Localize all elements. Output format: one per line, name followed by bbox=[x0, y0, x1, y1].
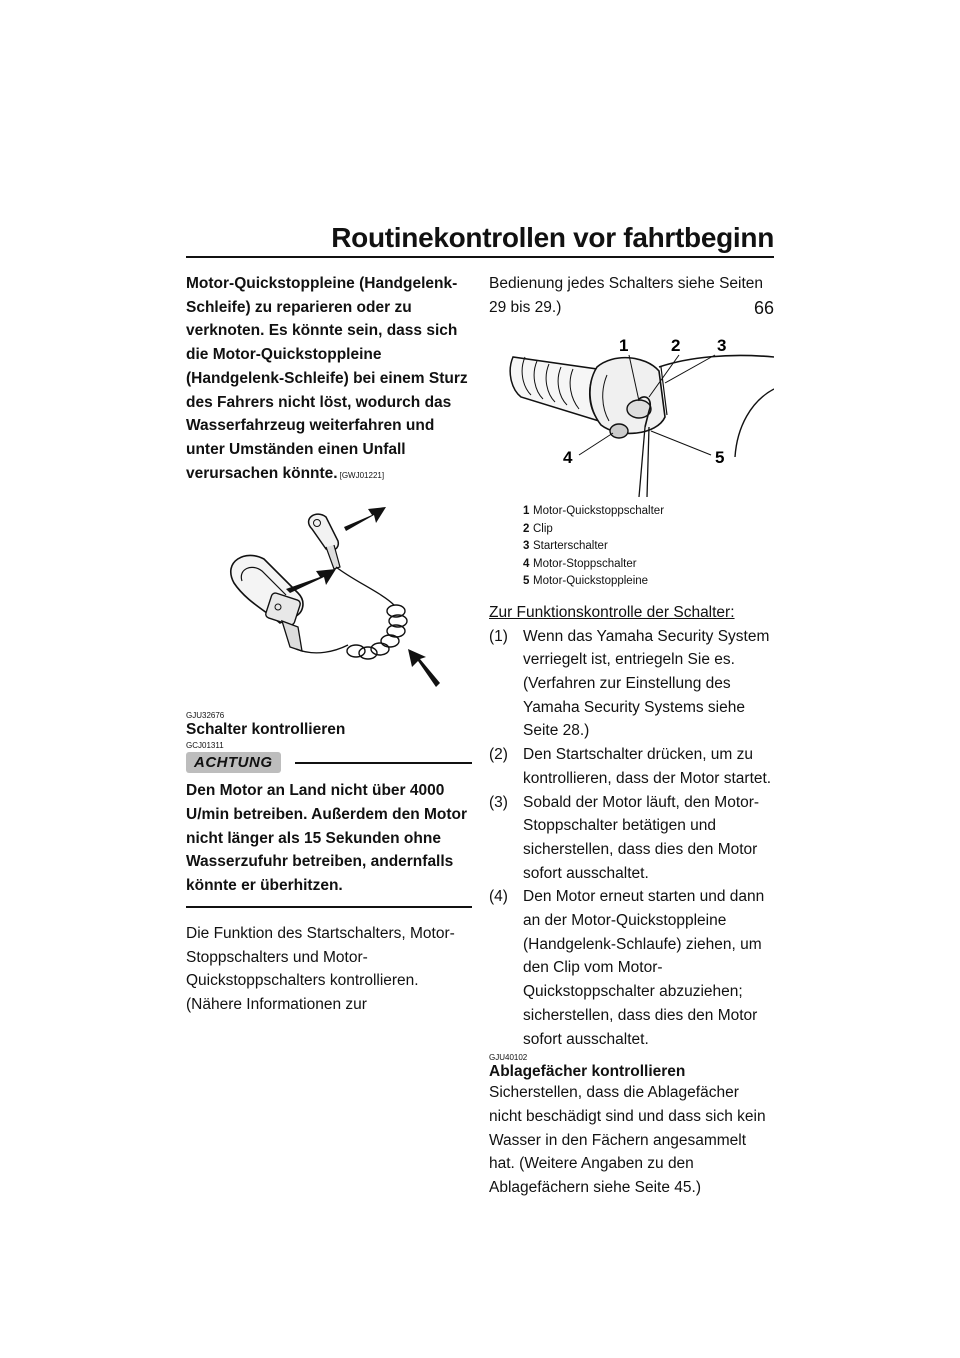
legend-num: 1 bbox=[523, 505, 530, 518]
legend-item bbox=[523, 538, 774, 556]
warning-code: [GWJ01221] bbox=[339, 470, 385, 480]
steps-list bbox=[489, 625, 774, 1052]
notice-code: GCJ01311 bbox=[186, 741, 224, 751]
legend-text: Starterschalter bbox=[533, 540, 608, 553]
notice-rule bbox=[295, 762, 473, 764]
body-continuation: Bedienung jedes Schalters siehe Seiten 29 bis 29.) bbox=[489, 275, 764, 316]
lanyard-figure bbox=[186, 501, 472, 701]
notice-text: Den Motor an Land nicht über 4000 U/min betreiben. Außerdem den Motor nicht länger als 15 Sekunden ohne Wasserzufuhr betreiben, andernfalls könnte er überhitzen. bbox=[186, 782, 468, 895]
legend-item bbox=[523, 521, 774, 539]
legend-item bbox=[523, 556, 774, 574]
legend-num: 3 bbox=[523, 540, 530, 553]
step-item bbox=[489, 885, 774, 1051]
legend-text: Motor-Stoppschalter bbox=[533, 557, 637, 570]
warning-continuation bbox=[186, 272, 472, 487]
body-text: Die Funktion des Startschalters, Motor-Stoppschalters und Motor-Quickstoppschalters kontrollieren. (Nähere Informationen zur bbox=[186, 924, 455, 1013]
section2-title: Ablagefächer kontrollieren bbox=[489, 1063, 686, 1081]
figure-legend bbox=[523, 503, 774, 591]
right-column bbox=[489, 272, 774, 1200]
step-item bbox=[489, 791, 774, 886]
switch-figure bbox=[489, 327, 774, 497]
legend-item bbox=[523, 573, 774, 591]
notice-label: ACHTUNG bbox=[186, 752, 281, 773]
legend-text: Motor-Quickstoppschalter bbox=[533, 505, 665, 518]
step-text: Den Startschalter drücken, um zu kontrollieren, dass der Motor startet. bbox=[523, 746, 772, 787]
page-number: 66 bbox=[753, 298, 774, 318]
section-title: Schalter kontrollieren bbox=[186, 721, 346, 739]
section2-code: GJU40102 bbox=[489, 1053, 528, 1063]
notice-header bbox=[186, 752, 472, 773]
check-heading: Zur Funktionskontrolle der Schalter: bbox=[489, 603, 735, 621]
step-number: (2) bbox=[489, 746, 508, 764]
figure-label-5: 5 bbox=[715, 448, 725, 468]
step-number: (3) bbox=[489, 793, 508, 811]
figure-label-3: 3 bbox=[717, 336, 727, 356]
section2-text: Sicherstellen, dass die Ablagefächer nicht beschädigt sind und dass sich kein Wasser in den Fächern angesammelt hat. (Weitere Angaben zu den Ablagefächern siehe Seite 45.) bbox=[489, 1084, 766, 1197]
legend-item bbox=[523, 503, 774, 521]
step-number: (1) bbox=[489, 627, 508, 645]
lanyard-illustration bbox=[186, 501, 472, 701]
switch-illustration bbox=[489, 327, 774, 497]
step-text: Den Motor erneut starten und dann an der Motor-Quickstoppleine (Handgelenk-Schlaufe) ziehen, um den Clip vom Motor-Quickstoppschalter abzuziehen; sicherstellen, dass dies den Motor sofort ausschaltet. bbox=[523, 888, 765, 1048]
legend-num: 5 bbox=[523, 575, 530, 588]
notice-bottom-rule bbox=[186, 906, 472, 908]
section-code: GJU32676 bbox=[186, 711, 225, 721]
figure-label-4: 4 bbox=[563, 448, 573, 468]
figure-label-1: 1 bbox=[619, 336, 629, 356]
left-column bbox=[186, 272, 472, 1017]
step-number: (4) bbox=[489, 888, 508, 906]
step-item bbox=[489, 625, 774, 744]
step-item bbox=[489, 743, 774, 790]
legend-text: Motor-Quickstoppleine bbox=[533, 575, 649, 588]
step-text: Sobald der Motor läuft, den Motor-Stoppschalter betätigen und sicherstellen, dass dies den Motor sofort ausschaltet. bbox=[523, 793, 760, 882]
header-rule bbox=[186, 256, 774, 258]
page-header: Routinekontrollen vor fahrtbeginn bbox=[331, 222, 774, 253]
step-text: Wenn das Yamaha Security System verriegelt ist, entriegeln Sie es. (Verfahren zur Einstellung des Yamaha Security Systems siehe Seite 28.) bbox=[523, 627, 770, 740]
figure-label-2: 2 bbox=[671, 336, 681, 356]
legend-num: 2 bbox=[523, 522, 530, 535]
legend-num: 4 bbox=[523, 557, 530, 570]
legend-text: Clip bbox=[533, 522, 553, 535]
warning-text: Motor-Quickstoppleine (Handgelenk-Schleife) zu reparieren oder zu verknoten. Es könnte sein, dass sich die Motor-Quickstoppleine (Handgelenk-Schleife) bei einem Sturz des Fahrers nicht löst, wodurch das Wasserfahrzeug weiterfahren und unter Umständen einen Unfall verursachen könnte. bbox=[186, 275, 468, 482]
